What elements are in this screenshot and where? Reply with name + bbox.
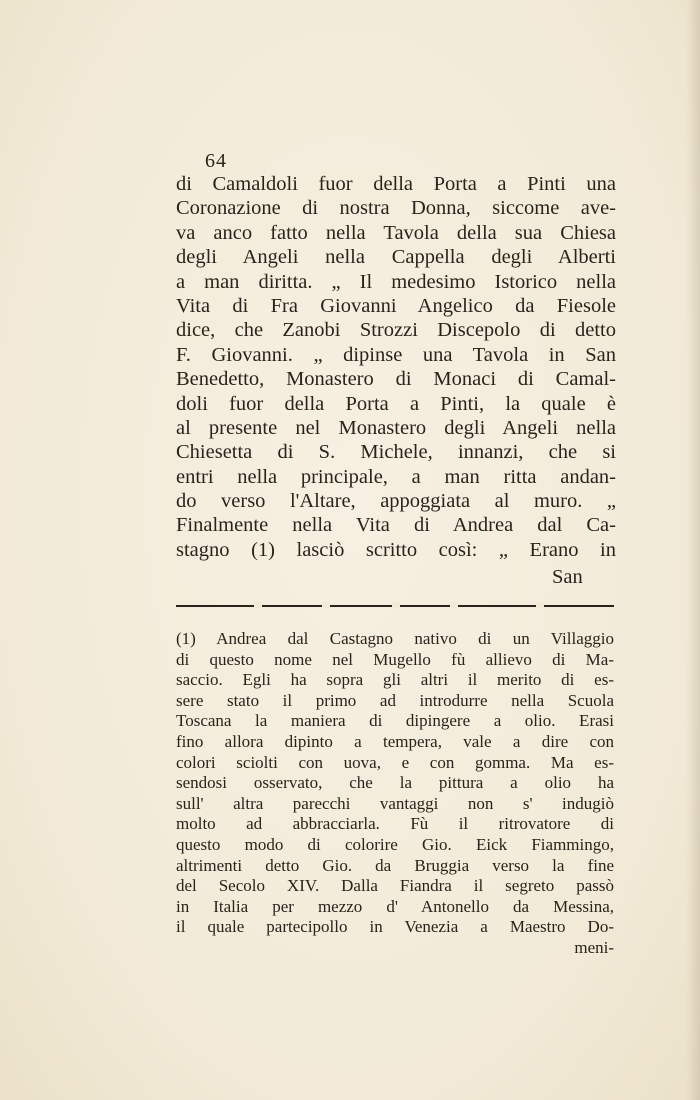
footnote-line: meni-	[574, 937, 614, 957]
divider-gap	[450, 602, 458, 608]
footnote-line: questo modo di colorire Gio. Eick Fiammingo,	[176, 834, 614, 854]
text-line: a man diritta. „ Il medesimo Istorico nella	[176, 270, 616, 293]
footnote-line: del Secolo XIV. Dalla Fiandra il segreto passò	[176, 876, 614, 896]
text-line: F. Giovanni. „ dipinse una Tavola in San	[176, 343, 616, 366]
text-line: di Camaldoli fuor della Porta a Pinti una	[176, 173, 616, 195]
page-number: 64	[205, 150, 227, 172]
footnote-line: saccio. Egli ha sopra gli altri il merito di es-	[176, 670, 614, 690]
text-line: Finalmente nella Vita di Andrea dal Ca-	[176, 514, 616, 537]
divider-gap	[254, 602, 262, 608]
page-edge-shadow	[686, 0, 700, 1100]
footnote-line: sere stato il primo ad introdurre nella Scuola	[176, 690, 614, 710]
footnote	[176, 629, 614, 959]
footnote-line: di questo nome nel Mugello fù allievo di Ma-	[176, 649, 614, 669]
footnote-line: Toscana la maniera di dipingere a olio. Erasi	[176, 711, 614, 731]
main-text	[176, 172, 616, 562]
text-line: stagno (1) lasciò scritto così: „ Erano in	[176, 538, 616, 561]
catchword: San	[552, 566, 583, 588]
text-line: Coronazione di nostra Donna, siccome ave-	[176, 197, 616, 220]
text-line: Benedetto, Monastero di Monaci di Camal-	[176, 368, 616, 391]
text-line: Chiesetta di S. Michele, innanzi, che si	[176, 441, 616, 464]
text-line: doli fuor della Porta a Pinti, la quale è	[176, 392, 616, 415]
divider-gap	[536, 602, 544, 608]
text-line: do verso l'Altare, appoggiata al muro. „	[176, 490, 616, 513]
footnote-line: il quale partecipollo in Venezia a Maestro Do-	[176, 917, 614, 937]
text-line: dice, che Zanobi Strozzi Discepolo di detto	[176, 319, 616, 342]
text-line: Vita di Fra Giovanni Angelico da Fiesole	[176, 294, 616, 317]
footnote-line: molto ad abbracciarla. Fù il ritrovatore di	[176, 814, 614, 834]
footnote-line: fino allora dipinto a tempera, vale a dire con	[176, 731, 614, 751]
footnote-line: colori sciolti con uova, e con gomma. Ma es-	[176, 752, 614, 772]
footnote-line: in Italia per mezzo d' Antonello da Messina,	[176, 896, 614, 916]
text-line: al presente nel Monastero degli Angeli nella	[176, 416, 616, 439]
footnote-line: (1) Andrea dal Castagno nativo di un Villaggio	[176, 629, 614, 648]
footnote-line: sull' altra parecchi vantaggi non s' indugiò	[176, 793, 614, 813]
text-line: degli Angeli nella Cappella degli Alberti	[176, 246, 616, 269]
text-line: va anco fatto nella Tavola della sua Chiesa	[176, 221, 616, 244]
divider-gap	[392, 602, 400, 608]
footnote-line: altrimenti detto Gio. da Bruggia verso la fine	[176, 855, 614, 875]
text-line: entri nella principale, a man ritta andan-	[176, 465, 616, 488]
divider-gap	[322, 602, 330, 608]
footnote-line: sendosi osservato, che la pittura a olio ha	[176, 773, 614, 793]
